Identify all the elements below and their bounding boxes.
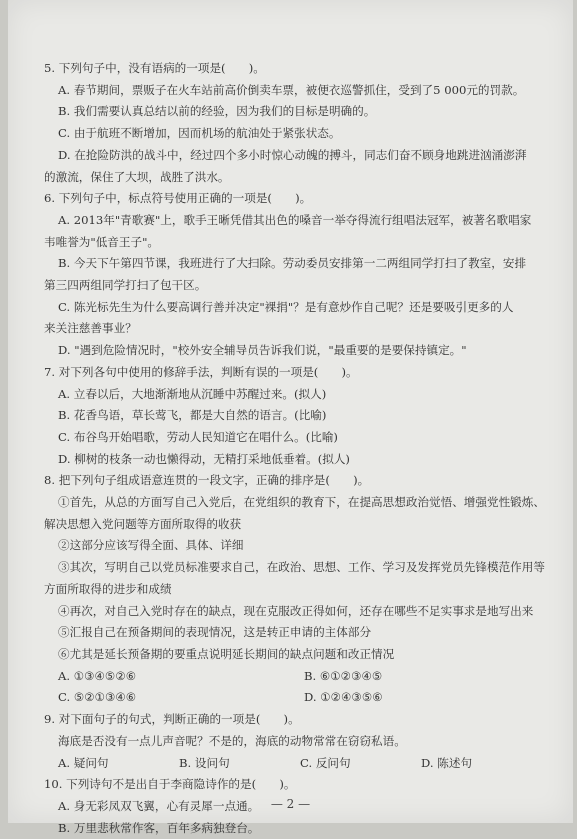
question-stem: 8. 把下列句子组成语意连贯的一段文字，正确的排序是( )。 xyxy=(44,473,370,488)
option-a: A. ①③④⑤②⑥ xyxy=(58,668,137,683)
option-a: A. 疑问句 xyxy=(58,755,109,770)
question-8 xyxy=(44,470,544,709)
option-a: A. 春节期间，票贩子在火车站前高价倒卖车票，被便衣巡警抓住，受到了5 000元的罚款。 xyxy=(58,82,525,97)
option-c: C. 由于航班不断增加，因而机场的航油处于紧张状态。 xyxy=(58,126,341,141)
option-c-continued: 来关注慈善事业？ xyxy=(44,321,137,336)
option-c: C. 陈光标先生为什么要高调行善并决定"裸捐"？是有意炒作自己呢？还是要吸引更多的人 xyxy=(58,299,514,314)
option-c: C. 布谷鸟开始唱歌，劳动人民知道它在唱什么。(比喻) xyxy=(58,429,338,444)
question-5 xyxy=(44,58,544,188)
option-c: C. 反问句 xyxy=(300,755,351,770)
option-b: B. 今天下午第四节课，我班进行了大扫除。劳动委员安排第一二两组同学打扫了教室，安排 xyxy=(58,256,527,271)
question-7 xyxy=(44,362,544,471)
option-b: B. 我们需要认真总结以前的经验，因为我们的目标是明确的。 xyxy=(58,104,376,119)
question-stem: 9. 对下面句子的句式，判断正确的一项是( )。 xyxy=(44,712,300,727)
question-9 xyxy=(44,709,544,774)
option-b: B. 万里悲秋常作客，百年多病独登台。 xyxy=(58,820,260,835)
options-row-cd xyxy=(44,687,544,709)
question-stem: 6. 下列句子中，标点符号使用正确的一项是( )。 xyxy=(44,191,312,206)
sentence-1-continued: 解决思想入党问题等方面所取得的收获 xyxy=(44,516,242,531)
option-a: A. 身无彩凤双飞翼，心有灵犀一点通。 xyxy=(58,798,260,813)
option-c: C. ⑤②①③④⑥ xyxy=(58,690,137,705)
sentence-5: ⑤汇报自己在预备期间的表现情况，这是转正申请的主体部分 xyxy=(58,625,372,640)
question-sentence: 海底是否没有一点儿声音呢？不是的，海底的动物常常在窃窃私语。 xyxy=(58,733,406,748)
option-b: B. ⑥①②③④⑤ xyxy=(304,668,383,683)
question-6 xyxy=(44,188,544,362)
option-d: D. 柳树的枝条一动也懒得动，无精打采地低垂着。(拟人) xyxy=(58,451,350,466)
question-stem: 10. 下列诗句不是出自于李商隐诗作的是( )。 xyxy=(44,777,296,792)
page-number: — 2 — xyxy=(270,797,311,811)
option-d: D. 在抢险防洪的战斗中，经过四个多小时惊心动魄的搏斗，同志们奋不顾身地跳进汹涌澎湃 xyxy=(58,147,527,162)
option-a: A. 2013年"青歌赛"上，歌手王晰凭借其出色的嗓音一举夺得流行组唱法冠军，被著名歌唱家 xyxy=(58,212,532,227)
sentence-6: ⑥尤其是延长预备期的要重点说明延长期间的缺点问题和改正情况 xyxy=(58,646,395,661)
option-d: D. "遇到危险情况时，"校外安全辅导员告诉我们说，"最重要的是要保持镇定。" xyxy=(58,343,467,358)
option-a-continued: 韦唯誉为"低音王子"。 xyxy=(44,234,160,249)
option-d: D. ①②④③⑤⑥ xyxy=(304,690,383,705)
sentence-2: ②这部分应该写得全面、具体、详细 xyxy=(58,538,244,553)
question-stem: 7. 对下列各句中使用的修辞手法，判断有误的一项是( )。 xyxy=(44,364,358,379)
option-b-continued: 第三四两组同学打扫了包干区。 xyxy=(44,278,207,293)
sentence-3: ③其次，写明自己以党员标准要求自己，在政治、思想、工作、学习及发挥党员先锋模范作用等 xyxy=(58,560,545,575)
option-d-continued: 的激流，保住了大坝，战胜了洪水。 xyxy=(44,169,230,184)
option-b: B. 设问句 xyxy=(179,755,230,770)
option-b: B. 花香鸟语，草长莺飞，都是大自然的语言。(比喻) xyxy=(58,408,327,423)
options-row-ab xyxy=(44,666,544,688)
sentence-4: ④再次，对自己入党时存在的缺点，现在克服改正得如何，还存在哪些不足实事求是地写出来 xyxy=(58,603,534,618)
question-stem: 5. 下列句子中，没有语病的一项是( )。 xyxy=(44,61,265,75)
options-row xyxy=(44,753,544,775)
option-a: A. 立春以后，大地渐渐地从沉睡中苏醒过来。(拟人) xyxy=(58,386,327,401)
question-list xyxy=(44,58,544,839)
sentence-1: ①首先，从总的方面写自己入党后，在党组织的教育下，在提高思想政治觉悟、增强党性锻炼、 xyxy=(58,495,545,510)
sentence-3-continued: 方面所取得的进步和成绩 xyxy=(44,581,172,596)
option-d: D. 陈述句 xyxy=(421,755,473,770)
exam-page xyxy=(8,0,573,835)
